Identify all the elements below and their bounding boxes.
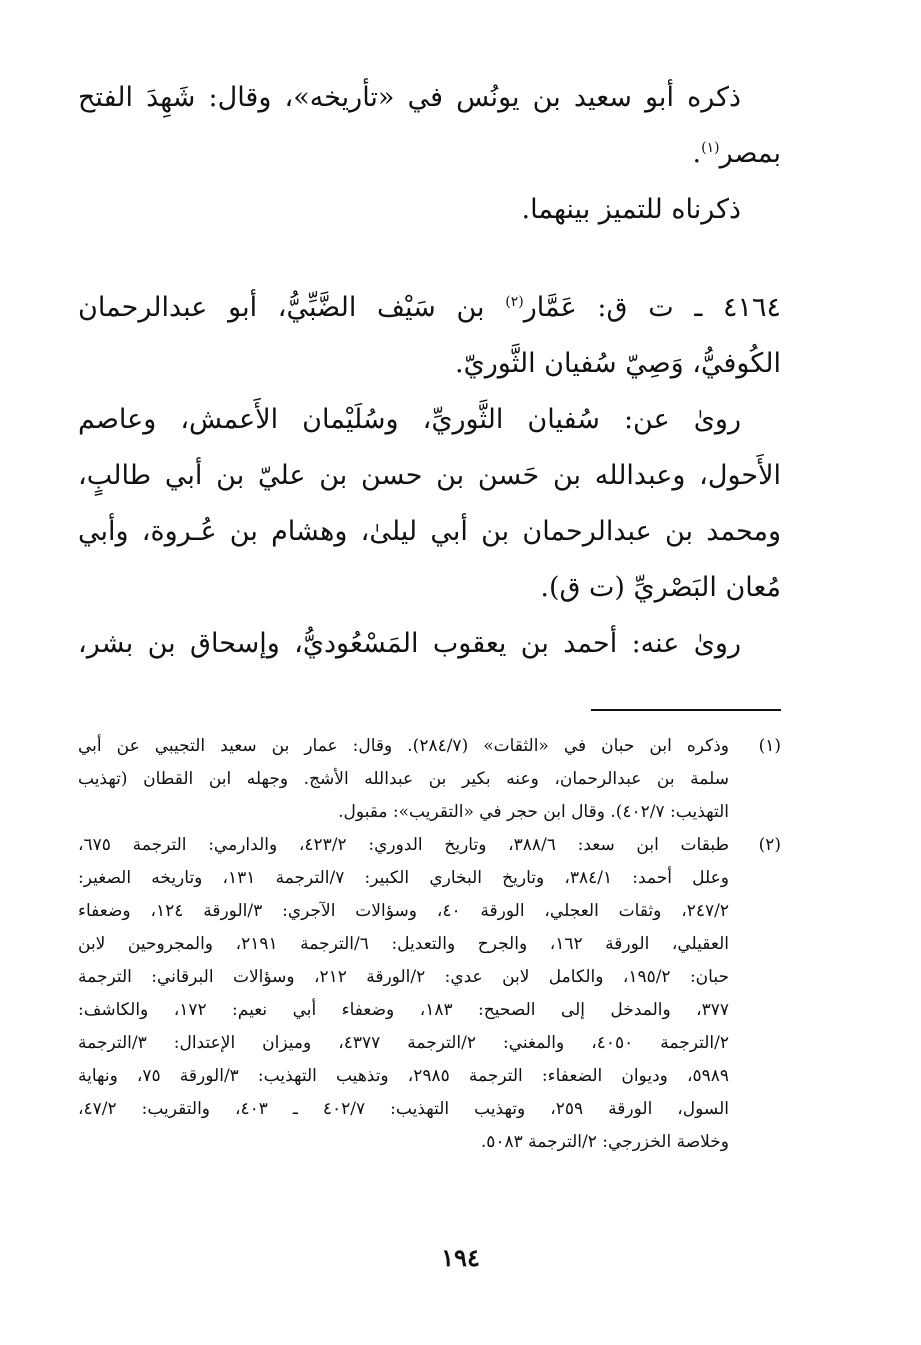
text-line: روىٰ عن: سُفيان الثَّوريِّ، وسُلَيْمان الأَعمش، وعاصم (78, 404, 741, 435)
text-line: الأَحول، وعبدالله بن حَسن بن حسن بن عليّ بن أبي طالبٍ، (78, 460, 781, 491)
footnote-line: ٥٩٨٩، وديوان الضعفاء: الترجمة ٢٩٨٥، وتذهيب التهذيب: ٣/الورقة ٧٥، ونهاية (78, 1066, 729, 1086)
narrated-by-paragraph (78, 616, 781, 672)
footnote-2 (78, 829, 781, 1159)
entry-separator (78, 238, 781, 280)
footnote-number: (١) (758, 736, 781, 756)
footnote-line: طبقات ابن سعد: ٣٨٨/٦، وتاريخ الدوري: ٤٢٣/٢، والدارمي: الترجمة ٦٧٥، (78, 835, 729, 855)
text-line: ومحمد بن عبدالرحمان بن أبي ليلىٰ، وهشام بن عُـروة، وأبي (78, 516, 781, 547)
page-number: ١٩٤ (441, 1243, 480, 1272)
note-paragraph (78, 182, 781, 238)
text-line: بمصر$^{(١)}$. (692, 138, 781, 169)
footnote-line: التهذيب: ٤٠٢/٧). وقال ابن حجر في «التقريب»: مقبول. (338, 802, 729, 822)
text-line: مُعان البَصْريِّ (ت ق). (540, 572, 781, 603)
main-text (78, 70, 781, 672)
footnote-line: سلمة بن عبدالرحمان، وعنه بكير بن عبدالله الأشج. وجهله ابن القطان (تهذيب (78, 769, 729, 789)
text-line: ٤١٦٤ ـ ت ق: عَمَّار$^{(٢)}$ بن سَيْف الضَّبِّيُّ، أبو عبدالرحمان (78, 292, 781, 323)
footnote-marker: (٢) (505, 294, 524, 310)
text-line: ذكره أبو سعيد بن يونُس في «تأريخه»، وقال: شَهِدَ الفتح (78, 82, 741, 113)
text-line: ذكرناه للتميز بينهما. (521, 194, 741, 225)
footnote-line: وعلل أحمد: ٣٨٤/١، وتاريخ البخاري الكبير: ٧/الترجمة ١٣١، وتاريخه الصغير: (78, 868, 729, 888)
prev-entry-paragraph (78, 70, 781, 182)
footnote-line: وخلاصة الخزرجي: ٢/الترجمة ٥٠٨٣. (480, 1132, 729, 1152)
footnote-marker: (١) (701, 140, 720, 156)
entry-header (78, 280, 781, 392)
footnotes (78, 730, 781, 1159)
footnote-line: السول، الورقة ٢٥٩، وتهذيب التهذيب: ٤٠٢/٧ ـ ٤٠٣، والتقريب: ٤٧/٢، (78, 1099, 729, 1119)
footnote-divider (591, 709, 781, 711)
text-line: روىٰ عنه: أحمد بن يعقوب المَسْعُوديُّ، وإسحاق بن بشر، (78, 628, 741, 659)
footnote-line: حبان: ١٩٥/٢، والكامل لابن عدي: ٢/الورقة ٢١٢، وسؤالات البرقاني: الترجمة (78, 967, 729, 987)
footnote-line: ٢/الترجمة ٤٠٥٠، والمغني: ٢/الترجمة ٤٣٧٧، وميزان الإعتدال: ٣/الترجمة (78, 1033, 729, 1053)
footnote-number: (٢) (758, 835, 781, 855)
footnote-line: وذكره ابن حبان في «الثقات» (٢٨٤/٧). وقال: عمار بن سعيد التجيبي عن أبي (78, 736, 729, 756)
footnote-1 (78, 730, 781, 829)
text-line: الكُوفيُّ، وَصِيّ سُفيان الثَّوريّ. (455, 348, 781, 379)
footnote-line: ٢٤٧/٢، وثقات العجلي، الورقة ٤٠، وسؤالات الآجري: ٣/الورقة ١٢٤، وضعفاء (78, 901, 729, 921)
narrated-from-paragraph (78, 392, 781, 616)
footnote-line: العقيلي، الورقة ١٦٢، والجرح والتعديل: ٦/الترجمة ٢١٩١، والمجروحين لابن (78, 934, 729, 954)
footnote-line: ٣٧٧، والمدخل إلى الصحيح: ١٨٣، وضعفاء أبي نعيم: ١٧٢، والكاشف: (78, 1000, 729, 1020)
